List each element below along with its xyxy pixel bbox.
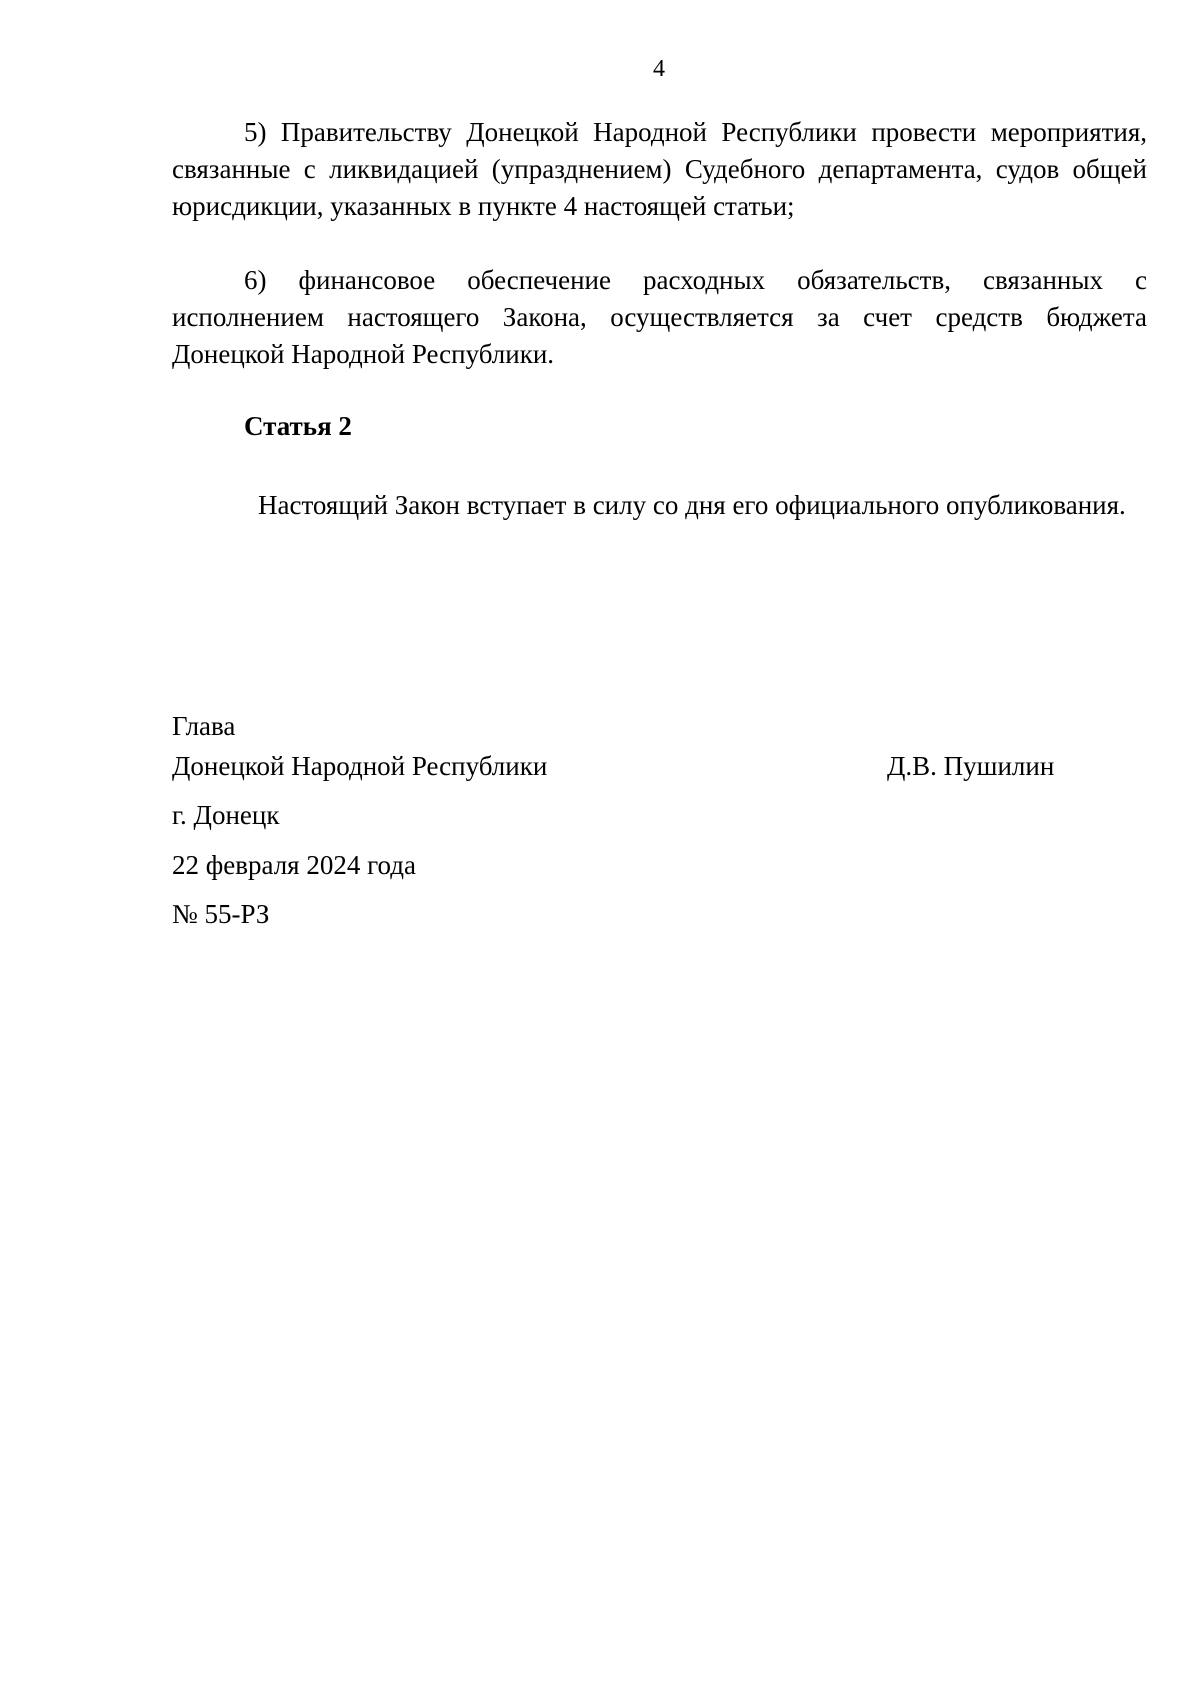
paragraph-item-6: 6) финансовое обеспечение расходных обязательств, связанных с исполнением настоящего Закона, осуществляется за счет средств бюджета Донецкой Народной Республики.	[172, 265, 1147, 369]
article-heading: Статья 2	[244, 411, 352, 441]
article-text: Настоящий Закон вступает в силу со дня его официального опубликования.	[258, 490, 1126, 520]
signing-place: г. Донецк	[172, 800, 280, 830]
law-number: № 55-РЗ	[172, 899, 270, 929]
signatory-title-line2: Донецкой Народной Республики	[172, 751, 548, 781]
paragraph-item-5: 5) Правительству Донецкой Народной Республики провести мероприятия, связанные с ликвидацией (упразднением) Судебного департамента, судов общей юрисдикции, указанных в пункте 4 настоящей статьи;	[172, 117, 1147, 221]
signatory-name: Д.В. Пушилин	[887, 751, 1055, 781]
signing-date: 22 февраля 2024 года	[172, 850, 416, 880]
signatory-title-line1: Глава	[172, 711, 236, 741]
page-number: 4	[653, 56, 665, 82]
